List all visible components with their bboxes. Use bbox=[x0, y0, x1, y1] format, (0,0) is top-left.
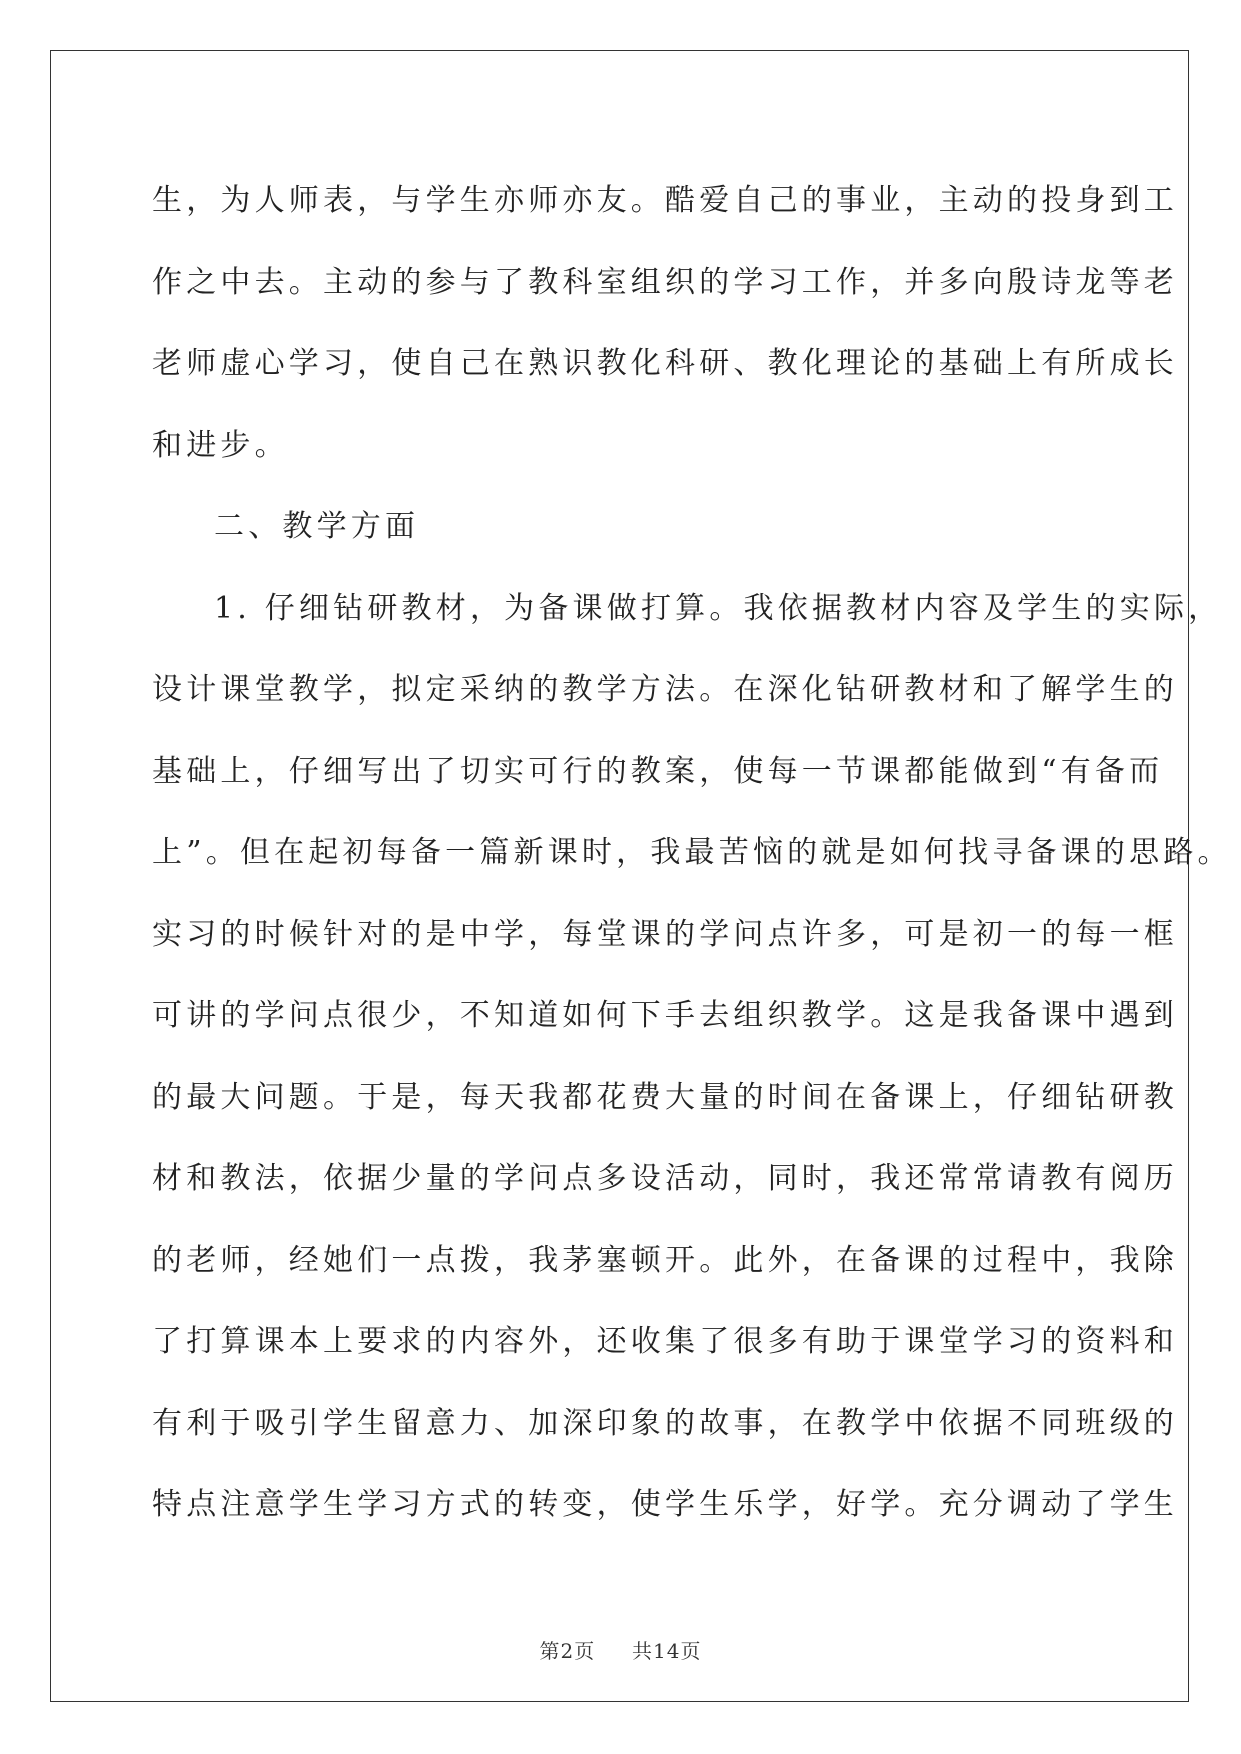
text-line: 老师虚心学习，使自己在熟识教化科研、教化理论的基础上有所成长 bbox=[152, 346, 1178, 381]
text-line: 上”。但在起初每备一篇新课时，我最苦恼的就是如何找寻备课的思路。 bbox=[152, 835, 1232, 870]
page-footer bbox=[0, 1635, 1241, 1664]
text-line: 了打算课本上要求的内容外，还收集了很多有助于课堂学习的资料和 bbox=[152, 1324, 1178, 1359]
section-heading: 二、教学方面 bbox=[214, 509, 420, 544]
text-line: 作之中去。主动的参与了教科室组织的学习工作，并多向殷诗龙等老 bbox=[152, 264, 1178, 300]
page-total: 共14页 bbox=[632, 1639, 702, 1663]
text-line: 的最大问题。于是，每天我都花费大量的时间在备课上，仔细钻研教 bbox=[152, 1079, 1178, 1115]
text-line: 材和教法，依据少量的学问点多设活动，同时，我还常常请教有阅历 bbox=[152, 1161, 1178, 1196]
text-line: 和进步。 bbox=[152, 427, 289, 463]
text-line: 1. 仔细钻研教材，为备课做打算。我依据教材内容及学生的实际， bbox=[214, 590, 1223, 626]
text-line: 的老师，经她们一点拨，我茅塞顿开。此外，在备课的过程中，我除 bbox=[152, 1242, 1178, 1278]
text-line: 实习的时候针对的是中学，每堂课的学问点许多，可是初一的每一框 bbox=[152, 916, 1178, 952]
document-body bbox=[152, 160, 1232, 1546]
text-line: 可讲的学问点很少，不知道如何下手去组织教学。这是我备课中遇到 bbox=[152, 998, 1178, 1033]
text-line: 基础上，仔细写出了切实可行的教案，使每一节课都能做到“有备而 bbox=[152, 753, 1164, 789]
page-number: 第2页 bbox=[539, 1639, 596, 1663]
text-line: 有利于吸引学生留意力、加深印象的故事，在教学中依据不同班级的 bbox=[152, 1405, 1178, 1441]
text-line: 生，为人师表，与学生亦师亦友。酷爱自己的事业，主动的投身到工 bbox=[152, 183, 1178, 218]
text-line: 特点注意学生学习方式的转变，使学生乐学，好学。充分调动了学生 bbox=[152, 1487, 1178, 1522]
text-line: 设计课堂教学，拟定采纳的教学方法。在深化钻研教材和了解学生的 bbox=[152, 672, 1178, 707]
